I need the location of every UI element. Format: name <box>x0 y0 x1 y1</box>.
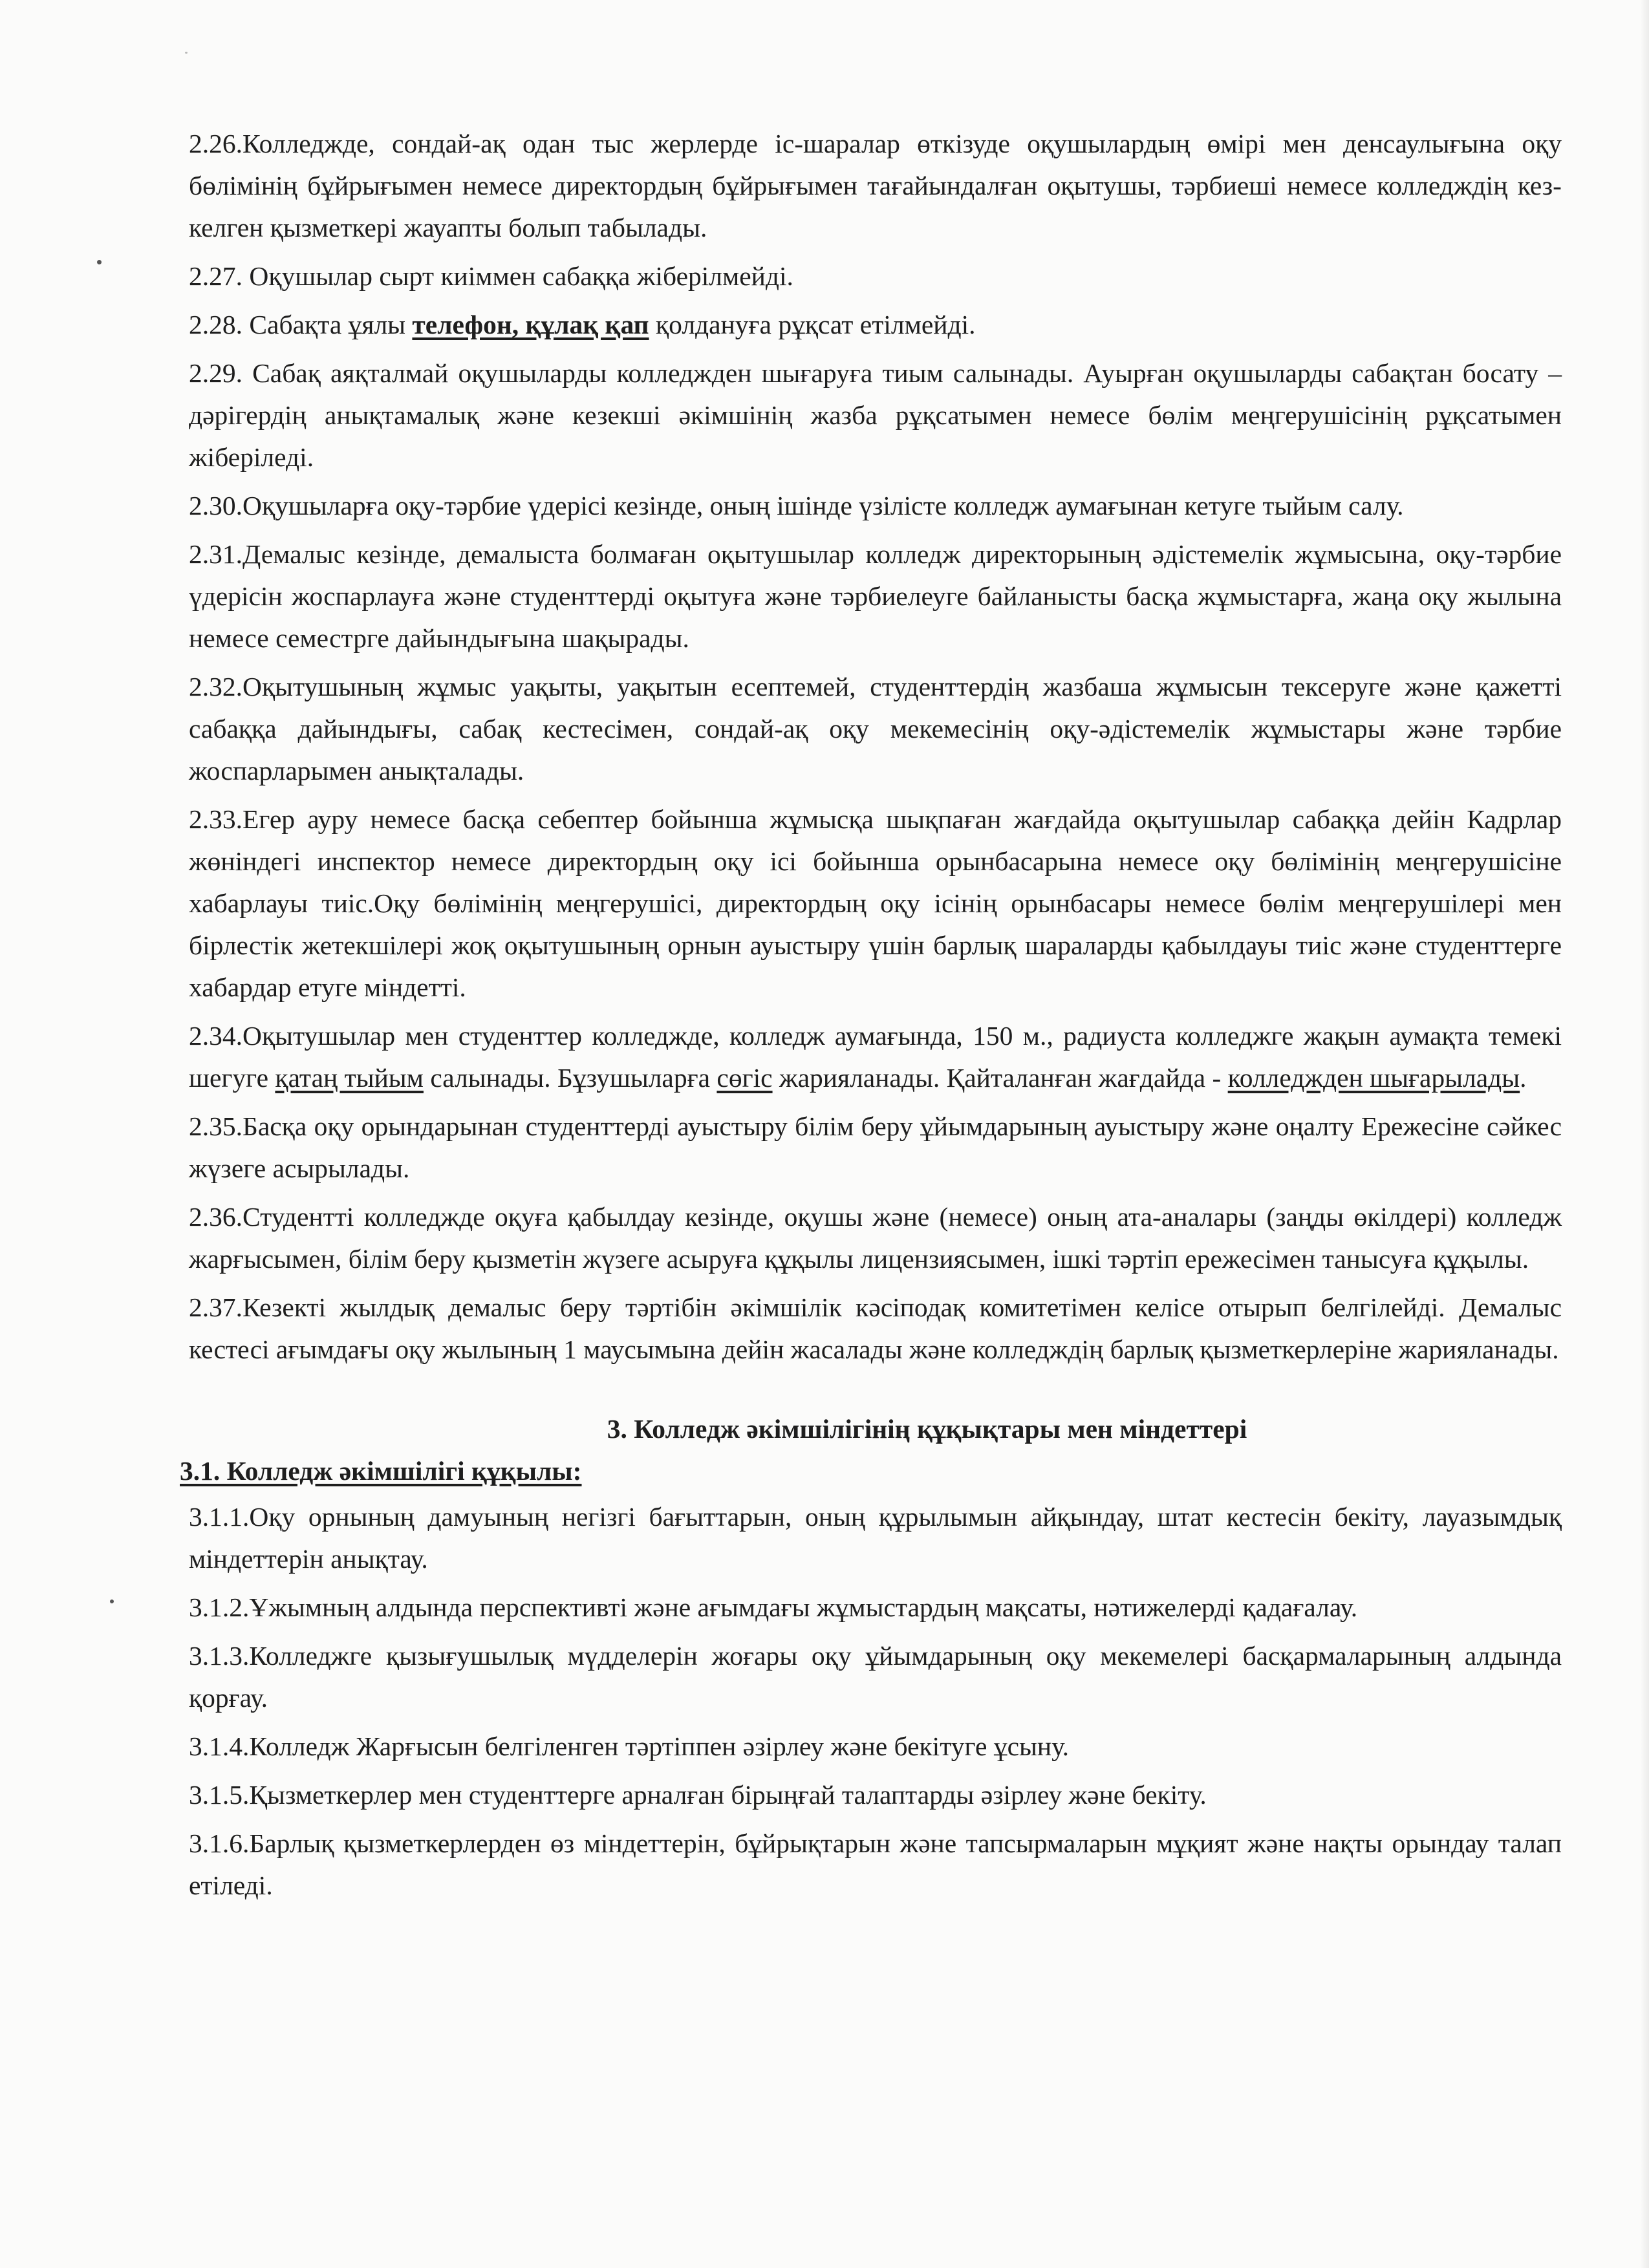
scan-speck <box>110 1599 114 1603</box>
paragraph-2-27: 2.27. Оқушылар сырт киіммен сабаққа жіберілмейді. <box>189 261 793 291</box>
strict-ban-underlined: қатаң тыйым <box>275 1063 424 1093</box>
paragraph-2-34-part2: салынады. Бұзушыларға <box>423 1063 717 1093</box>
paragraph-3-1-2: 3.1.2.Ұжымның алдында перспективті және ағымдағы жұмыстардың мақсаты, нәтижелерді қадағалау. <box>189 1592 1358 1622</box>
paragraph-2-35: 2.35.Басқа оқу орындарынан студенттерді ауыстыру білім беру ұйымдарының ауыстыру және оңалту Ережесіне сәйкес жүзеге асырылады. <box>189 1111 1562 1183</box>
scan-speck <box>97 260 102 264</box>
paragraph-2-34-part1: 2.34.Оқытушылар мен студенттер колледжде, колледж аумағында, 150 м., радиуста колледжге жақын аумақта темекі шегуге <box>189 1021 1562 1093</box>
paragraph-3-1-1: 3.1.1.Оқу орнының дамуының негізгі бағыттарын, оның құрылымын айқындау, штат кестесін бекіту, лауазымдық міндеттерін анықтау. <box>189 1502 1562 1574</box>
paragraph-2-28-start: 2.28. Сабақта ұялы <box>189 310 413 339</box>
reprimand-underlined: сөгіс <box>717 1063 773 1093</box>
paragraph-2-33: 2.33.Егер ауру немесе басқа себептер бойынша жұмысқа шықпаған жағдайда оқытушылар сабаққа дейін Кадрлар жөніндегі инспектор немесе директордың оқу ісі бойынша орынбасарына немесе оқу бөлімінің меңгерушісіне хабарлауы тиіс.Оқу бөлімінің меңгерушісі, директордың оқу ісінің орынбасары немесе бөлім меңгерушілері мен бірлестік жетекшілері жоқ оқытушының орнын ауыстыру үшін барлық шараларды қабылдауы тиіс және студенттерге хабардар етуге міндетті. <box>189 804 1562 1002</box>
paragraph-2-34-part4: . <box>1520 1063 1527 1093</box>
scan-speck <box>185 52 188 54</box>
paragraph-3-1-5: 3.1.5.Қызметкерлер мен студенттерге арналған бірыңғай талаптарды әзірлеу және бекіту. <box>189 1780 1207 1810</box>
scan-edge-shadow <box>1640 0 1649 2268</box>
paragraph-2-26: 2.26.Колледжде, сондай-ақ одан тыс жерлерде іс-шаралар өткізуде оқушылардың өмірі мен денсаулығына оқу бөлімінің бұйрығымен немесе директордың бұйрығымен тағайындалған оқытушы, тәрбиеші немесе колледждің кез-келген қызметкері жауапты болып табылады. <box>189 129 1562 242</box>
paragraph-2-36: 2.36.Студентті колледжде оқуға қабылдау кезінде, оқушы және (немесе) оның ата-аналары (заңды өкілдері) колледж жарғысымен, білім беру қызметін жүзеге асыруға құқылы лицензиясымен, ішкі тәртіп ережесімен танысуға құқылы. <box>189 1202 1562 1274</box>
phone-headphones-emphasis: телефон, құлақ қап <box>412 310 649 339</box>
paragraph-2-28-end: қолдануға рұқсат етілмейді. <box>649 310 976 339</box>
paragraph-2-30: 2.30.Оқушыларға оқу-тәрбие үдерісі кезінде, оның ішінде үзілісте колледж аумағынан кетуге тыйым салу. <box>189 491 1404 520</box>
paragraph-2-28 <box>189 304 1562 346</box>
paragraph-2-34 <box>189 1015 1562 1099</box>
paragraph-2-32: 2.32.Оқытушының жұмыс уақыты, уақытын есептемей, студенттердің жазбаша жұмысын тексеруге және қажетті сабаққа дайындығы, сабақ кестесімен, сондай-ақ оқу мекемесінің оқу-әдістемелік жұмыстары және тәрбие жоспарларымен анықталады. <box>189 672 1562 786</box>
document-body <box>180 123 1562 1913</box>
expulsion-underlined: колледжден шығарылады <box>1227 1063 1520 1093</box>
paragraph-3-1-4: 3.1.4.Колледж Жарғысын белгіленген тәртіппен әзірлеу және бекітуге ұсыну. <box>189 1731 1070 1761</box>
paragraph-2-37: 2.37.Кезекті жылдық демалыс беру тәртібін әкімшілік кәсіподақ комитетімен келісе отырып белгілейді. Демалыс кестесі ағымдағы оқу жылының 1 маусымына дейін жасалады және колледждің барлық қызметкерлеріне жарияланады. <box>189 1292 1562 1364</box>
paragraph-3-1-3: 3.1.3.Колледжге қызығушылық мүдделерін жоғары оқу ұйымдарының оқу мекемелері басқармаларының алдында қорғау. <box>189 1641 1562 1713</box>
paragraph-3-1-6: 3.1.6.Барлық қызметкерлерден өз міндеттерін, бұйрықтарын және тапсырмаларын мұқият және нақты орындау талап етіледі. <box>189 1828 1562 1900</box>
subsection-3-1-heading: 3.1. Колледж әкімшілігі құқылы: <box>180 1456 582 1486</box>
section-3-heading: 3. Колледж әкімшілігінің құқықтары мен міндеттері <box>607 1414 1247 1444</box>
paragraph-2-31: 2.31.Демалыс кезінде, демалыста болмаған оқытушылар колледж директорының әдістемелік жұмысына, оқу-тәрбие үдерісін жоспарлауға және студенттерді оқытуға және тәрбиелеуге байланысты басқа жұмыстарға, жаңа оқу жылына немесе семестрге дайындығына шақырады. <box>189 539 1562 653</box>
paragraph-2-29: 2.29. Сабақ аяқталмай оқушыларды колледжден шығаруға тиым салынады. Ауырған оқушыларды сабақтан босату – дәрігердің анықтамалық және кезекші әкімшінің жазба рұқсатымен немесе бөлім меңгерушісінің рұқсатымен жіберіледі. <box>189 358 1562 472</box>
paragraph-2-34-part3: жарияланады. Қайталанған жағдайда - <box>772 1063 1228 1093</box>
